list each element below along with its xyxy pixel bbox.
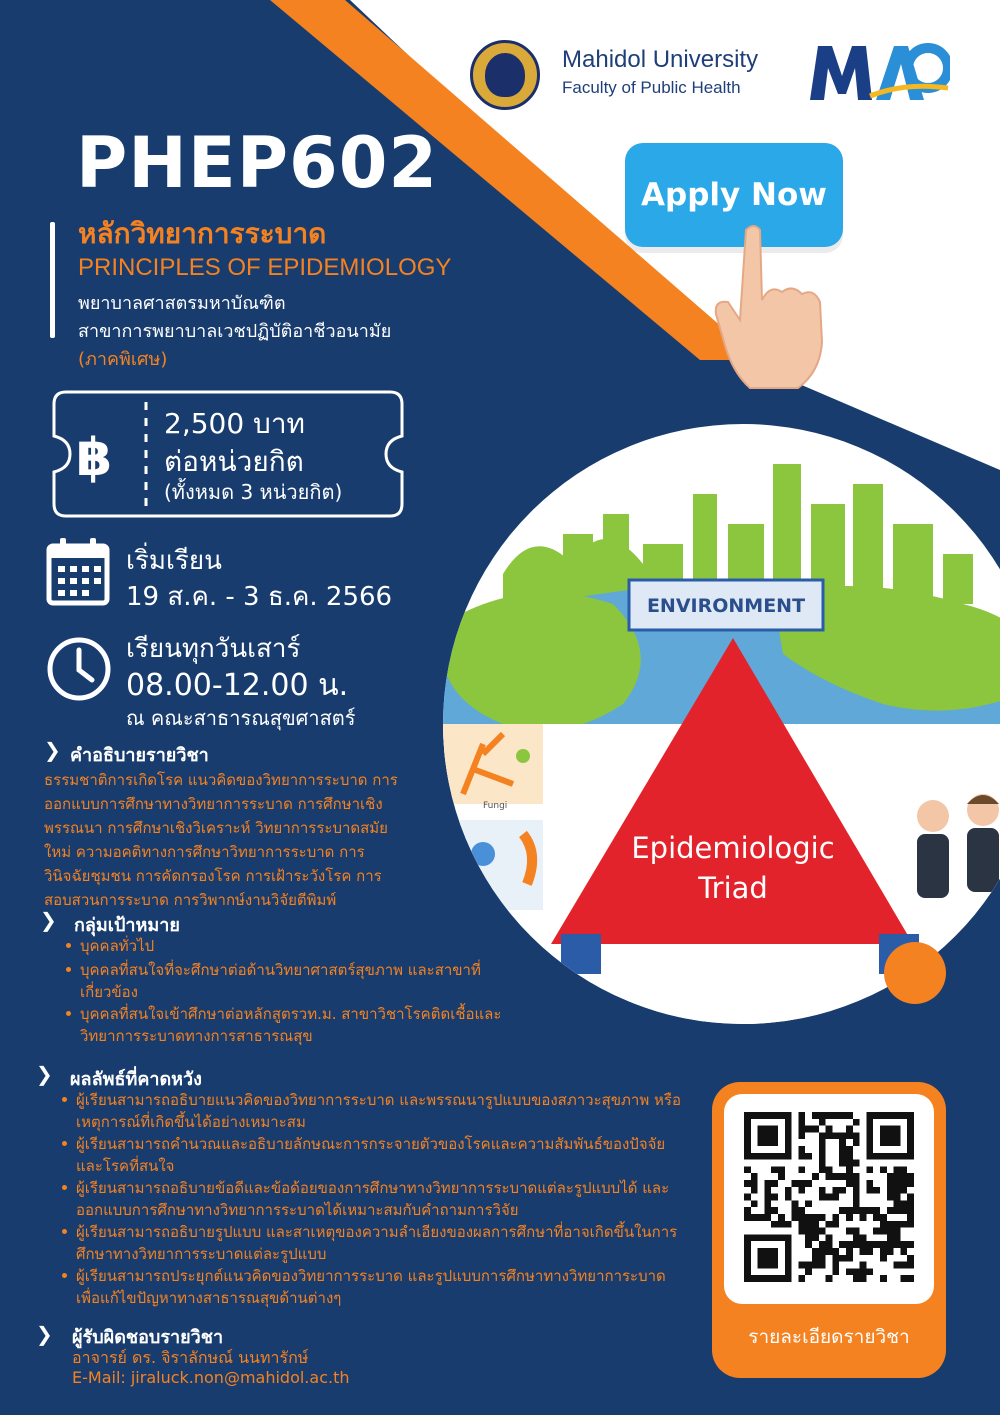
outcome-item-cont: ออกแบบการศึกษาทางวิทยาการระบาดได้เหมาะสมกับคำถามการวิจัย [76, 1201, 519, 1219]
program-type: (ภาคพิเศษ) [78, 349, 168, 370]
program-degree: พยาบาลศาสตรมหาบัณฑิต [78, 293, 286, 314]
description-line: ออกแบบการศึกษาทางวิทยาการระบาด การศึกษาเชิง [44, 795, 383, 813]
description-line: พรรณนา การศึกษาเชิงวิเคราะห์ วิทยาการระบาดสมัย [44, 819, 388, 837]
instructor-heading: ผู้รับผิดชอบรายวิชา [72, 1327, 224, 1348]
chevron-right-icon: ❯ [36, 1322, 53, 1346]
instructor-email[interactable]: E-Mail: jiraluck.non@mahidol.ac.th [72, 1368, 350, 1387]
fee-amount: 2,500 บาท [164, 407, 306, 440]
description-heading: คำอธิบายรายวิชา [70, 745, 209, 766]
environment-label: ENVIRONMENT [646, 595, 806, 617]
baht-icon: ฿ [76, 428, 113, 488]
chevron-right-icon: ❯ [36, 1062, 53, 1086]
qr-code[interactable] [744, 1112, 914, 1282]
outcome-item-cont: ศึกษาทางวิทยาการระบาดแต่ละรูปแบบ [76, 1245, 327, 1263]
bullet [62, 1141, 67, 1146]
map-logo [810, 42, 950, 104]
fee-unit: ต่อหน่วยกิต [164, 445, 304, 478]
target-item: บุคคลทั่วไป [80, 937, 155, 955]
pointing-hand-icon [710, 222, 830, 392]
fee-total-credits: (ทั้งหมด 3 หน่วยกิต) [164, 480, 343, 504]
chevron-right-icon: ❯ [40, 908, 57, 932]
target-heading: กลุ่มเป้าหมาย [74, 915, 180, 936]
qr-label: รายละเอียดรายวิชา [748, 1326, 910, 1348]
triad-label-line1: Epidemiologic [631, 831, 835, 865]
outcome-item: ผู้เรียนสามารถอธิบายแนวคิดของวิทยาการระบาด และพรรณนารูปแบบของสภาวะสุขภาพ หรือ [76, 1091, 681, 1109]
triad-label-line2: Triad [698, 871, 768, 905]
chevron-right-icon: ❯ [44, 738, 61, 762]
description-line: ธรรมชาติการเกิดโรค แนวคิดของวิทยาการระบาด การ [44, 771, 398, 789]
fungi-label: Fungi [483, 801, 508, 811]
description-line: ใหม่ ความอคติทางการศึกษาวิทยาการระบาด การ [44, 843, 365, 861]
outcome-item: ผู้เรียนสามารถประยุกต์แนวคิดของวิทยาการระบาด และรูปแบบการศึกษาทางวิทยาการะบาด [76, 1267, 666, 1285]
faculty-name: Faculty of Public Health [562, 78, 741, 97]
target-item: บุคคลที่สนใจเข้าศึกษาต่อหลักสูตรวท.ม. สาขาวิชาโรคติดเชื้อและ [80, 1005, 502, 1023]
bullet [66, 943, 71, 948]
description-line: วินิจฉัยชุมชน การคัดกรองโรค การเฝ้าระวังโรค การ [44, 867, 382, 885]
outcome-item: ผู้เรียนสามารถอธิบายข้อดีและข้อด้อยของการศึกษาทางวิทยาการระบาดแต่ละรูปแบบได้ และ [76, 1179, 670, 1197]
apply-now-button[interactable]: Apply Now [625, 143, 843, 247]
title-divider [50, 222, 55, 338]
start-label: เริ่มเรียน [126, 546, 222, 576]
mahidol-seal-logo [470, 40, 540, 110]
target-item-cont: วิทยาการระบาดทางการสาธารณสุข [80, 1027, 313, 1045]
logo-header [470, 40, 960, 110]
description-line: สอบสวนการระบาด การวิพากษ์งานวิจัยตีพิมพ์ [44, 891, 337, 909]
clock-icon [46, 636, 112, 702]
class-location: ณ คณะสาธารณสุขศาสตร์ [126, 706, 356, 730]
course-code: PHEP602 [76, 122, 439, 204]
calendar-icon [46, 538, 110, 606]
university-name: Mahidol University [562, 46, 759, 73]
target-item: บุคคลที่สนใจที่จะศึกษาต่อด้านวิทยาศาสตร์สุขภาพ และสาขาที่ [80, 961, 481, 979]
instructor-name: อาจารย์ ดร. จิราลักษณ์ นนทารักษ์ [72, 1348, 309, 1367]
outcome-item: ผู้เรียนสามารถคำนวณและอธิบายลักษณะการกระจายตัวของโรคและความสัมพันธ์ของปัจจัย [76, 1135, 666, 1153]
bullet [66, 1011, 71, 1016]
course-title-thai: หลักวิทยาการระบาด [78, 217, 327, 250]
outcome-item-cont: และโรคที่สนใจ [76, 1157, 175, 1175]
outcome-item-cont: เพื่อแก้ไขปัญหาทางสาธารณสุขด้านต่างๆ [76, 1289, 342, 1307]
bullet [62, 1273, 67, 1278]
course-title-english: PRINCIPLES OF EPIDEMIOLOGY [78, 254, 452, 281]
outcome-item: ผู้เรียนสามารถอธิบายรูปแบบ และสาเหตุของความลำเอียงของผลการศึกษาที่อาจเกิดขึ้นในการ [76, 1223, 678, 1241]
bullet [62, 1185, 67, 1190]
bullet [66, 967, 71, 972]
outcomes-heading: ผลลัพธ์ที่คาดหวัง [70, 1069, 202, 1090]
start-date: 19 ส.ค. - 3 ธ.ค. 2566 [126, 582, 393, 612]
outcome-item-cont: เหตุการณ์ที่เกิดขึ้นได้อย่างเหมาะสม [76, 1113, 306, 1131]
class-time: 08.00-12.00 น. [126, 668, 349, 703]
target-item-cont: เกี่ยวข้อง [80, 983, 139, 1001]
bullet [62, 1229, 67, 1234]
bullet [62, 1097, 67, 1102]
class-day: เรียนทุกวันเสาร์ [126, 634, 301, 664]
program-major: สาขาการพยาบาลเวชปฏิบัติอาชีวอนามัย [78, 321, 392, 342]
decorative-orange-dot [884, 942, 946, 1004]
